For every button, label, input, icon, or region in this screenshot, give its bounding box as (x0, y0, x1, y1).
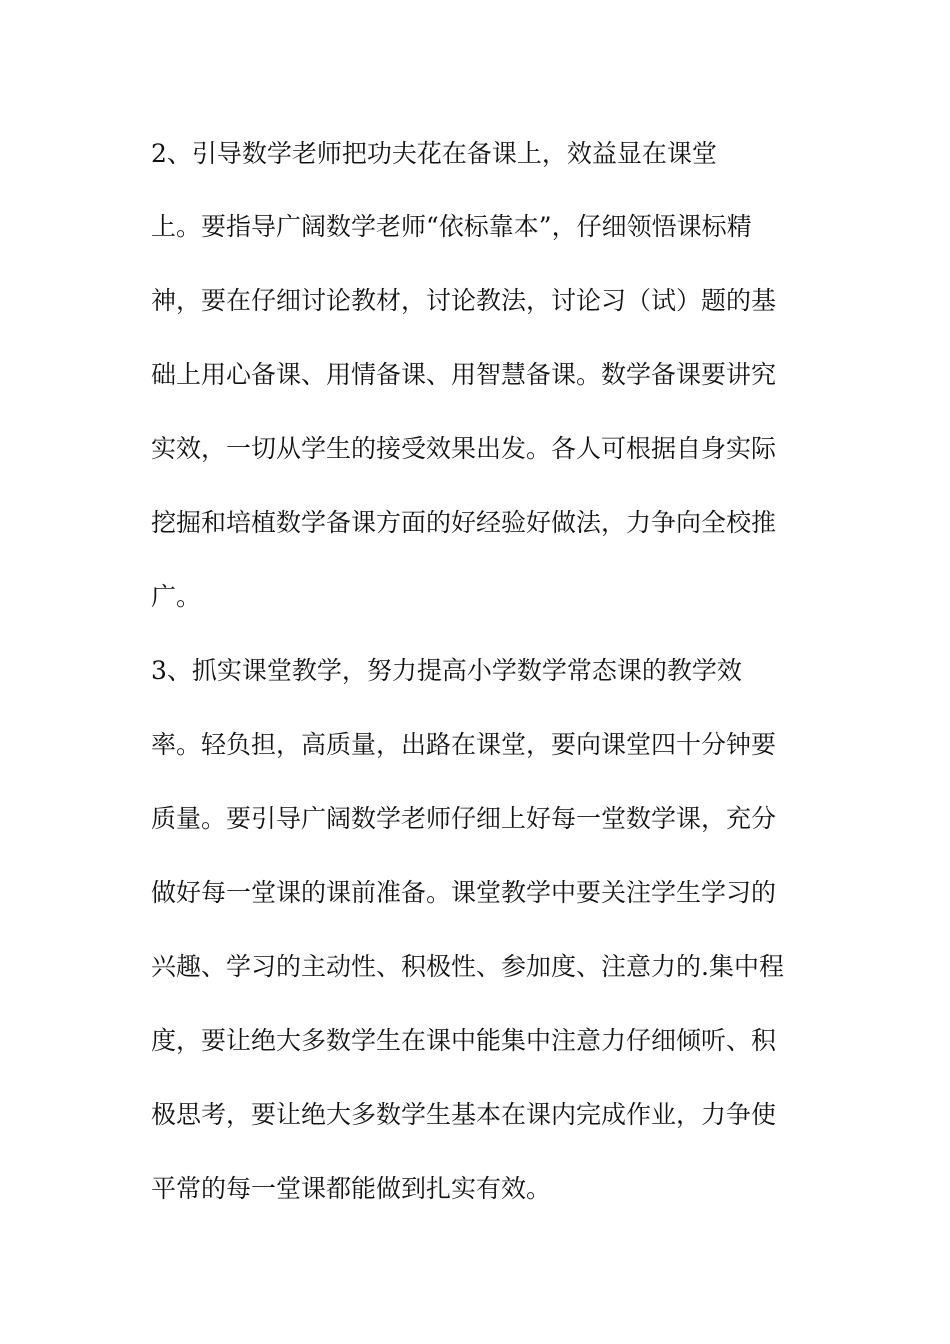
text-line: 神，要在仔细讨论教材，讨论教法，讨论习（试）题的基 (151, 286, 777, 315)
text-line: 极思考，要让绝大多数学生基本在课内完成作业，力争使 (151, 1100, 777, 1129)
text-line: 度，要让绝大多数学生在课中能集中注意力仔细倾听、积 (151, 1026, 777, 1055)
text-line: 广。 (151, 582, 202, 611)
text-line: 兴趣、学习的主动性、积极性、参加度、注意力的.集中程 (151, 952, 784, 981)
text-line: 率。轻负担，高质量，出路在课堂，要向课堂四十分钟要 (151, 730, 777, 759)
text-line: 质量。要引导广阔数学老师仔细上好每一堂数学课，充分 (151, 804, 777, 833)
text-line: 实效，一切从学生的接受效果出发。各人可根据自身实际 (151, 434, 777, 463)
text-line: 上。要指导广阔数学老师“依标靠本”，仔细领悟课标精 (151, 212, 752, 241)
text-line: 2、引导数学老师把功夫花在备课上，效益显在课堂 (151, 139, 717, 168)
text-line: 挖掘和培植数学备课方面的好经验好做法，力争向全校推 (151, 508, 777, 537)
text-line: 础上用心备课、用情备课、用智慧备课。数学备课要讲究 (151, 360, 777, 389)
text-line: 平常的每一堂课都能做到扎实有效。 (151, 1174, 552, 1203)
text-line: 做好每一堂课的课前准备。课堂教学中要关注学生学习的 (151, 878, 777, 907)
text-line: 3、抓实课堂教学，努力提高小学数学常态课的教学效 (151, 656, 742, 685)
